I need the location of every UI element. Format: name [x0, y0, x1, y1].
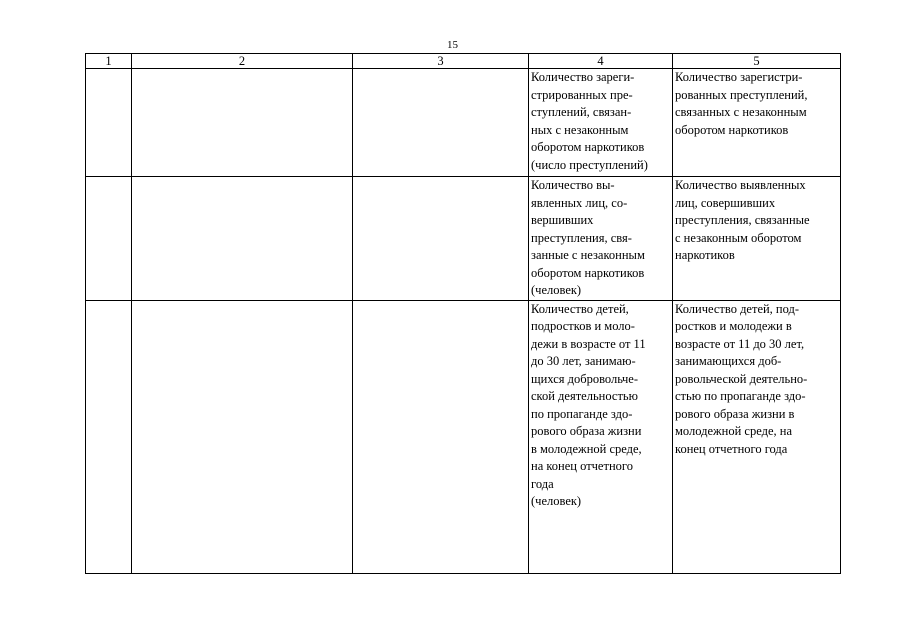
indicator-name: Количество зареги- стрированных пре- ступлений, связан- ных с незаконным оборотом наркотиков (число преступлений): [531, 70, 648, 172]
table-cell-col4: [529, 69, 673, 177]
table-cell-col3: [353, 300, 529, 573]
table-row: [86, 300, 841, 573]
table-cell-col1: [86, 177, 132, 301]
table-cell-col2: [132, 69, 353, 177]
indicator-name: Количество детей, подростков и моло- дежи в возрасте от 11 до 30 лет, занимаю- щихся добровольче- ской деятельностью по пропаганде здо- рового образа жизни в молодежной среде, на конец отчетного года (человек): [531, 301, 646, 508]
table-cell-col3: [353, 177, 529, 301]
page-number: 15: [447, 39, 458, 51]
indicator-name: Количество вы- явленных лиц, со- вершивших преступления, свя- занные с незаконным оборотом наркотиков (человек): [531, 178, 645, 297]
table-cell-col4: [529, 300, 673, 573]
indicators-table: [85, 53, 841, 574]
header-col-1: 1: [86, 54, 132, 69]
table-row: [86, 69, 841, 177]
indicator-description: Количество выявленных лиц, совершивших преступления, связанные с незаконным оборотом наркотиков: [675, 178, 810, 262]
table-cell-col5: [673, 69, 841, 177]
table-cell-col1: [86, 300, 132, 573]
table-cell-col2: [132, 300, 353, 573]
table-cell-col5: [673, 300, 841, 573]
table-cell-col1: [86, 69, 132, 177]
indicator-description: Количество зарегистри- рованных преступлений, связанных с незаконным оборотом наркотиков: [675, 70, 808, 137]
header-col-4: 4: [529, 54, 673, 69]
table-cell-col2: [132, 177, 353, 301]
table-cell-col3: [353, 69, 529, 177]
header-col-5: 5: [673, 54, 841, 69]
header-col-2: 2: [132, 54, 353, 69]
indicator-description: Количество детей, под- ростков и молодежи в возрасте от 11 до 30 лет, занимающихся доб- ровольческой деятельно- стью по пропаганде здо- рового образа жизни в молодежной среде, на конец отчетного года: [675, 301, 808, 456]
table-cell-col5: [673, 177, 841, 301]
table-cell-col4: [529, 177, 673, 301]
table-row: [86, 177, 841, 301]
header-col-3: 3: [353, 54, 529, 69]
table-header-row: [86, 54, 841, 69]
